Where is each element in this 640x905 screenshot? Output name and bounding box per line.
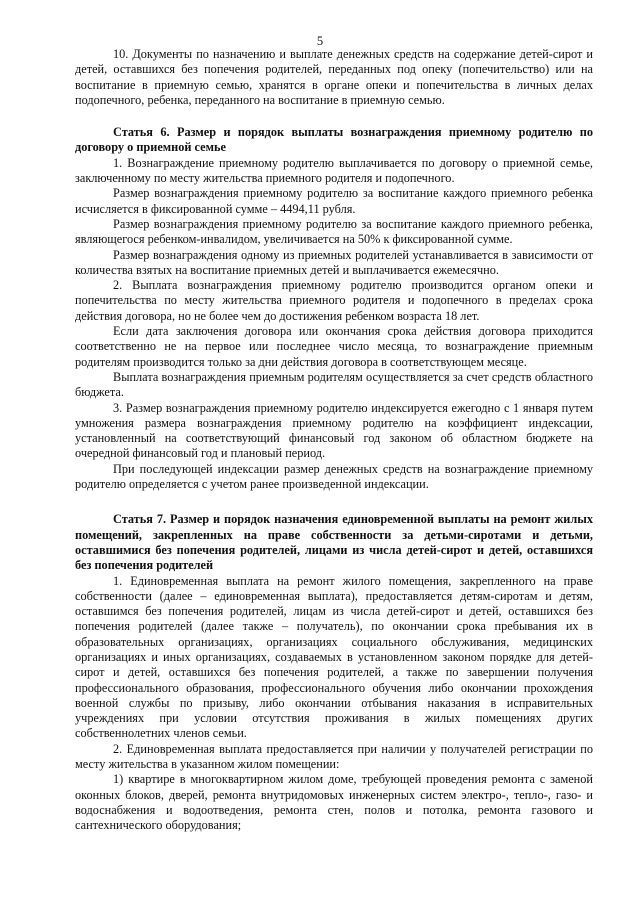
paragraph: 1. Вознаграждение приемному родителю выплачивается по договору о приемной семье, заключенному по месту жительства приемного родителя и подопечного. bbox=[75, 155, 593, 186]
paragraph: Размер вознаграждения одному из приемных родителей устанавливается в зависимости от количества взятых на воспитание приемных детей и выплачивается ежемесячно. bbox=[75, 247, 593, 277]
page-number: 5 bbox=[316, 34, 324, 48]
paragraph: 2. Единовременная выплата предоставляется при наличии у получателей регистрации по месту жительства в указанном жилом помещении: bbox=[75, 741, 593, 772]
paragraph: Выплата вознаграждения приемным родителям осуществляется за счет средств областного бюджета. bbox=[75, 369, 593, 400]
paragraph-documents-storage: 10. Документы по назначению и выплате денежных средств на содержание детей-сирот и детей, оставшихся без попечения родителей, переданных под опеку (попечительство) или на воспитание в приемную семью, хранятся в органе опеки и попечительства в личных делах подопечного, ребенка, переданного на воспитание в приемную семью. bbox=[75, 47, 593, 107]
paragraph: При последующей индексации размер денежных средств на вознаграждение приемному родителю определяется с учетом ранее произведенной индексации. bbox=[75, 461, 593, 492]
document-body bbox=[75, 47, 593, 834]
paragraph: 2. Выплата вознаграждения приемному родителю производится органом опеки и попечительства по месту жительства приемного родителя и подопечного в пределах срока действия договора, но не более чем до достижения ребенком возраста 18 лет. bbox=[75, 278, 593, 323]
paragraph: Если дата заключения договора или окончания срока действия договора приходится соответственно не на первое или последнее число месяца, то вознаграждение приемным родителям производится только за дни действия договора в соответствующем месяце. bbox=[75, 324, 593, 369]
heading-article-6: Статья 6. Размер и порядок выплаты вознаграждения приемному родителю по договору о приемной семье bbox=[75, 125, 593, 155]
paragraph: 1. Единовременная выплата на ремонт жилого помещения, закрепленного на праве собственности (далее – единовременная выплата), предоставляется детям-сиротам и детям, оставшимся без попечения родителей, лицам из числа детей-сирот и детей, оставшихся без попечения родителей (далее также – получатель), по окончании срока пребывания их в образовательных организациях, организациях социального обслуживания, медицинских организациях и иных организациях, создаваемых в установленном законом порядке для детей-сирот и детей, оставшихся без попечения родителей, а также по завершении получения профессионального образования, профессионального обучения либо окончании прохождения военной службы по призыву, либо окончании отбывания наказания в исправительных учреждениях при условии отсутствия проживания в жилых помещениях других собственнолетних членов семьи. bbox=[75, 573, 593, 741]
paragraph: Размер вознаграждения приемному родителю за воспитание каждого приемного ребенка исчисляется в фиксированной сумме – 4494,11 рубля. bbox=[75, 186, 593, 216]
heading-article-7: Статья 7. Размер и порядок назначения единовременной выплаты на ремонт жилых помещений, закрепленных на праве собственности за детьми-сиротами и детьми, оставшимися без попечения родителей, лицами из числа детей-сирот и детей, оставшихся без попечения родителей bbox=[75, 512, 593, 573]
paragraph: 3. Размер вознаграждения приемному родителю индексируется ежегодно с 1 января путем умножения размера вознаграждения приемному родителю на коэффициент индексации, установленный на соответствующий финансовый год законом об областном бюджете на очередной финансовый год и плановый период. bbox=[75, 400, 593, 461]
paragraph: Размер вознаграждения приемному родителю за воспитание каждого приемного ребенка, являющегося ребенком-инвалидом, увеличивается на 50% к фиксированной сумме. bbox=[75, 216, 593, 247]
paragraph: 1) квартире в многоквартирном жилом доме, требующей проведения ремонта с заменой оконных блоков, дверей, ремонта внутридомовых инженерных систем электро-, тепло-, газо- и водоснабжения и водоотведения, ремонта стен, полов и потолка, ремонта газового и сантехнического оборудования; bbox=[75, 772, 593, 833]
